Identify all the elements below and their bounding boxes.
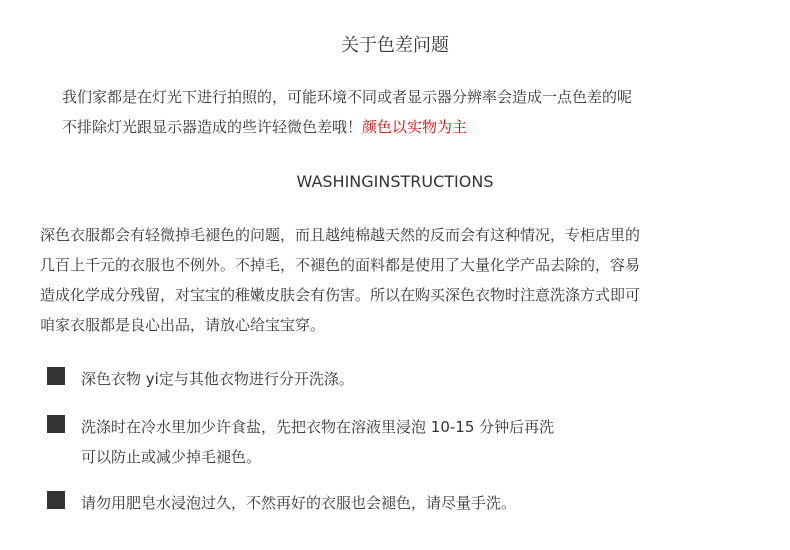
color-notice-highlight: 颜色以实物为主 (362, 118, 468, 136)
paragraph-line: 造成化学成分残留，对宝宝的稚嫩皮肤会有伤害。所以在购买深色衣物时注意洗涤方式即可 (40, 286, 641, 304)
washing-explanation-paragraph (40, 220, 760, 340)
washing-tip-line: 洗涤时在冷水里加少许食盐，先把衣物在溶液里浸泡 10-15 分钟后再洗 (81, 418, 555, 436)
bullet-square-icon (47, 415, 65, 433)
washing-tip-text (81, 488, 516, 518)
color-notice-line-2 (62, 112, 762, 142)
washing-tip-text (81, 364, 354, 394)
bullet-square-icon (47, 367, 65, 385)
color-notice-line-2-text: 不排除灯光跟显示器造成的些许轻微色差哦！ (62, 118, 363, 136)
washing-tip-line: 深色衣物 yi定与其他衣物进行分开洗涤。 (81, 370, 354, 388)
color-difference-notice (62, 82, 762, 142)
bullet-square-icon (47, 491, 65, 509)
washing-tip-text (81, 412, 554, 472)
washing-tip-line: 请勿用肥皂水浸泡过久，不然再好的衣服也会褪色，请尽量手洗。 (81, 494, 517, 512)
paragraph-line: 深色衣服都会有轻微掉毛褪色的问题，而且越纯棉越天然的反而会有这种情况，专柜店里的 (40, 226, 641, 244)
washing-tip-line: 可以防止或减少掉毛褪色。 (81, 448, 262, 466)
color-notice-line-1: 我们家都是在灯光下进行拍照的，可能环境不同或者显示器分辨率会造成一点色差的呢 (62, 88, 633, 106)
washing-instructions-title: WASHINGINSTRUCTIONS (296, 172, 494, 191)
paragraph-line: 几百上千元的衣服也不例外。不掉毛，不褪色的面料都是使用了大量化学产品去除的，容易 (40, 256, 641, 274)
paragraph-line: 咱家衣服都是良心出品，请放心给宝宝穿。 (40, 316, 326, 334)
color-difference-title: 关于色差问题 (341, 35, 449, 56)
